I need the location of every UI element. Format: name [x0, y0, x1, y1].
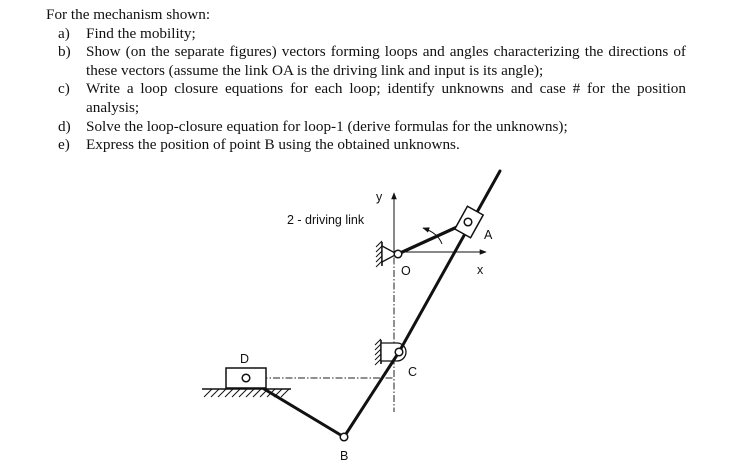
rod-through-a [399, 171, 500, 352]
point-a-label: A [484, 228, 493, 242]
joint-a [464, 218, 472, 226]
task-marker: e) [58, 136, 70, 154]
task-marker: d) [58, 117, 71, 135]
task-marker: a) [58, 24, 70, 42]
point-o-label: O [401, 264, 411, 278]
task-text: Express the position of point B using the obtained unknowns. [86, 136, 460, 154]
joint-c [395, 348, 403, 356]
task-text: Find the mobility; [86, 24, 196, 42]
problem-intro: For the mechanism shown: [46, 6, 211, 23]
point-d-label: D [240, 352, 250, 366]
link-cb [344, 352, 399, 437]
axis-y-label: y [376, 190, 383, 204]
point-c-label: C [408, 365, 418, 379]
task-text: Write a loop closure equations for each loop; identify unknowns and case # for the position analysis; [86, 80, 686, 116]
axis-x-label: x [477, 263, 484, 277]
task-marker: b) [58, 43, 71, 61]
driving-link-label: 2 - driving link [287, 213, 365, 227]
joint-d [242, 374, 250, 382]
joint-b [340, 433, 348, 441]
point-b-label: B [340, 449, 349, 463]
joint-o [394, 250, 402, 258]
task-text: Solve the loop-closure equation for loop-1 (derive formulas for the unknowns); [86, 117, 568, 135]
task-marker: c) [58, 80, 70, 98]
task-text: Show (on the separate figures) vectors forming loops and angles characterizing the directions of these vectors (assume the link OA is the driving link and input is its angle); [86, 43, 686, 79]
